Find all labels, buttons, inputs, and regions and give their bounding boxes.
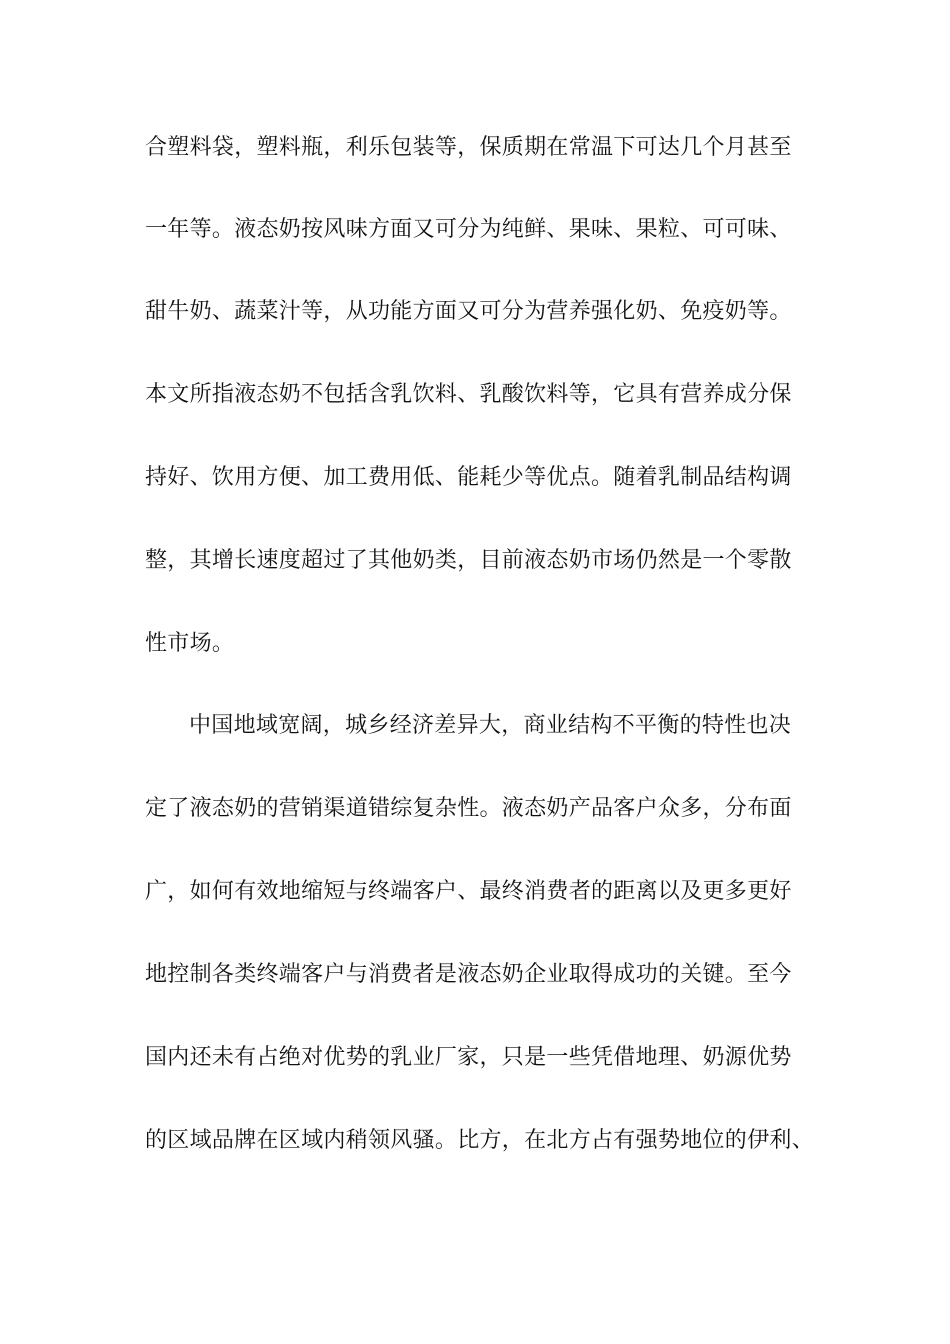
paragraph-line: 持好、饮用方便、加工费用低、能耗少等优点。随着乳制品结构调 <box>145 465 792 490</box>
paragraph-line: 一年等。液态奶按风味方面又可分为纯鲜、果味、果粒、可可味、 <box>145 217 792 242</box>
paragraph-line: 广，如何有效地缩短与终端客户、最终消费者的距离以及更多更好 <box>145 879 792 904</box>
paragraph-line: 的区域品牌在区域内稍领风骚。比方，在北方占有强势地位的伊利、 <box>145 1128 815 1153</box>
paragraph-first-line: 中国地域宽阔，城乡经济差异大，商业结构不平衡的特性也决 <box>189 713 792 738</box>
paragraph-line: 国内还未有占绝对优势的乳业厂家，只是一些凭借地理、奶源优势 <box>145 1045 792 1070</box>
paragraph-line: 甜牛奶、蔬菜汁等，从功能方面又可分为营养强化奶、免疫奶等。 <box>145 299 792 324</box>
paragraph-line: 地控制各类终端客户与消费者是液态奶企业取得成功的关键。至今 <box>145 962 792 987</box>
paragraph-line: 本文所指液态奶不包括含乳饮料、乳酸饮料等，它具有营养成分保 <box>145 382 792 407</box>
paragraph-line: 定了液态奶的营销渠道错综复杂性。液态奶产品客户众多，分布面 <box>145 796 792 821</box>
paragraph-line: 合塑料袋，塑料瓶，利乐包装等，保质期在常温下可达几个月甚至 <box>145 135 792 160</box>
paragraph-line: 性市场。 <box>145 631 235 656</box>
paragraph-line: 整，其增长速度超过了其他奶类，目前液态奶市场仍然是一个零散 <box>145 548 792 573</box>
